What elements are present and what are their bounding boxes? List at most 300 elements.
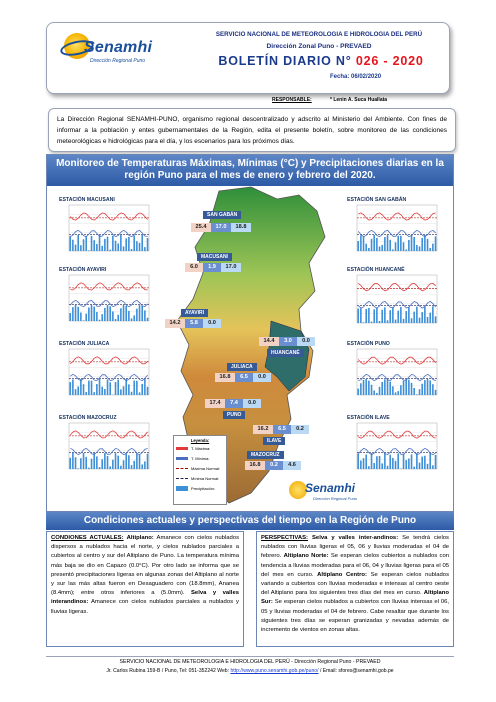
precip-bar	[85, 457, 87, 469]
precip-bar	[107, 456, 109, 469]
precip-bar	[371, 322, 373, 323]
precip-bar	[405, 379, 407, 395]
precip-bar	[115, 241, 117, 251]
station-title: ESTACIÓN MAZOCRUZ	[59, 415, 117, 421]
precip-bar	[405, 460, 407, 469]
precip-bar	[69, 313, 71, 321]
precip-bar	[376, 308, 378, 323]
precipitation: 0.0	[297, 337, 315, 346]
precip-bar	[424, 456, 426, 469]
precip-bar	[392, 249, 394, 251]
station-title: ESTACIÓN MACUSANI	[59, 197, 115, 203]
precip-bar	[147, 318, 149, 321]
precip-bar	[389, 382, 391, 395]
map-values-juliaca	[215, 373, 271, 382]
precip-bar	[421, 384, 423, 395]
precip-bar	[368, 466, 370, 469]
precip-bar	[112, 311, 114, 321]
station-puno	[347, 341, 445, 401]
precip-bar	[435, 390, 437, 395]
precip-bar	[96, 312, 98, 321]
precip-bar	[432, 465, 434, 469]
legend-swatch	[176, 447, 188, 450]
map-label-ilave: ILAVE	[263, 437, 285, 445]
precip-bar	[128, 237, 130, 251]
precip-bar	[368, 381, 370, 395]
precip-bar	[69, 458, 71, 469]
map-label-juliaca: JULIACA	[227, 363, 257, 371]
precip-bar	[93, 392, 95, 395]
min-temp: 6.5	[273, 425, 291, 434]
responsible-row	[272, 97, 388, 103]
precip-bar	[416, 307, 418, 323]
precip-bar	[109, 382, 111, 395]
legend-swatch	[176, 457, 188, 460]
precip-bar	[429, 248, 431, 251]
precip-bar	[387, 235, 389, 251]
min-temp: 7.4	[225, 399, 243, 408]
precip-bar	[387, 379, 389, 395]
precip-bar	[435, 316, 437, 323]
precip-bar	[109, 466, 111, 469]
precip-bar	[376, 238, 378, 251]
precip-bar	[381, 310, 383, 323]
precip-bar	[104, 453, 106, 469]
precip-bar	[139, 455, 141, 469]
precip-bar	[141, 235, 143, 251]
min-temp: 1.9	[203, 263, 221, 272]
logo-subtext: Dirección Regional Puno	[313, 496, 358, 501]
precip-bar	[363, 380, 365, 395]
map-values-huancane	[259, 337, 315, 346]
precip-bar	[395, 461, 397, 469]
senamhi-logo	[60, 31, 178, 81]
precip-bar	[75, 305, 77, 321]
map-label-puno: PUNO	[223, 411, 245, 419]
precip-bar	[96, 384, 98, 395]
center-text: Se esperan cielos nublados variando a cubiertos con lluvias moderadas e intensas al centro oeste del Altiplano para los siguientes tres días del mes en curso.	[261, 571, 450, 597]
precip-bar	[107, 305, 109, 321]
station-chart	[347, 203, 445, 257]
station-juliaca	[59, 341, 157, 401]
precip-bar	[381, 382, 383, 395]
precip-bar	[107, 237, 109, 251]
station-ilave	[347, 415, 445, 475]
current-label: CONDIONES ACTUALES:	[51, 535, 124, 541]
precip-bar	[421, 312, 423, 323]
station-title: ESTACIÓN SAN GABÁN	[347, 197, 407, 203]
precip-bar	[429, 453, 431, 469]
altiplano-label: Altiplano:	[126, 535, 154, 541]
precip-bar	[421, 457, 423, 469]
precip-bar	[139, 243, 141, 251]
precip-bar	[429, 313, 431, 323]
min-temp: 3.0	[279, 337, 297, 346]
precip-bar	[77, 468, 79, 469]
precip-bar	[419, 318, 421, 323]
precip-bar	[93, 453, 95, 469]
north-label: Altiplano Norte:	[283, 553, 329, 560]
precip-bar	[101, 459, 103, 469]
precip-bar	[360, 383, 362, 395]
precip-bar	[419, 463, 421, 469]
legend-item	[176, 463, 224, 473]
precip-bar	[99, 379, 101, 395]
precip-bar	[373, 390, 375, 395]
precip-bar	[133, 461, 135, 469]
precip-bar	[80, 458, 82, 469]
legend-swatch	[176, 468, 188, 469]
precip-bar	[131, 249, 133, 251]
precip-bar	[117, 315, 119, 321]
map-label-macusani: MACUSANI	[197, 253, 232, 261]
precip-bar	[139, 392, 141, 395]
station-chart	[59, 421, 157, 475]
precip-bar	[83, 320, 85, 321]
map-label-huancane: HUANCANÉ	[267, 349, 304, 357]
precip-bar	[141, 306, 143, 321]
precip-bar	[83, 239, 85, 251]
precip-bar	[360, 460, 362, 469]
legend-swatch	[176, 478, 188, 479]
precip-bar	[432, 306, 434, 323]
precip-bar	[115, 319, 117, 321]
precip-bar	[357, 454, 359, 469]
max-temp: 6.0	[185, 263, 203, 272]
precipitation: 4.6	[283, 461, 301, 470]
precip-bar	[144, 461, 146, 469]
precip-bar	[357, 241, 359, 251]
precip-bar	[144, 310, 146, 321]
footer-address: Jr. Carlos Rubina 159-B / Puno, Tel: 051-352242 Web:	[106, 668, 230, 674]
precip-bar	[91, 236, 93, 251]
station-macusani	[59, 197, 157, 257]
precip-bar	[403, 381, 405, 395]
precip-bar	[381, 245, 383, 251]
precip-bar	[147, 238, 149, 251]
precip-bar	[104, 239, 106, 251]
precip-bar	[400, 236, 402, 251]
precip-bar	[75, 389, 77, 395]
precip-bar	[360, 308, 362, 323]
precip-bar	[387, 320, 389, 323]
legend-label: Mínima Normal:	[191, 475, 220, 481]
precip-bar	[397, 236, 399, 251]
precip-bar	[363, 322, 365, 323]
legend-item	[176, 443, 224, 453]
precip-bar	[85, 392, 87, 395]
station-title: ESTACIÓN AYAVIRI	[59, 267, 107, 273]
precip-bar	[104, 308, 106, 321]
precip-bar	[80, 312, 82, 321]
precip-bar	[379, 456, 381, 469]
precip-bar	[427, 464, 429, 469]
precip-bar	[141, 464, 143, 469]
precip-bar	[99, 320, 101, 321]
precipitation: 0.0	[203, 319, 221, 328]
precip-bar	[91, 459, 93, 469]
precip-bar	[139, 305, 141, 321]
precip-bar	[379, 246, 381, 251]
map-values-san-gaban	[191, 223, 251, 232]
precip-bar	[112, 460, 114, 469]
footer-email: / Email: sfores@senamhi.gob.pe	[319, 668, 394, 674]
station-title: ESTACIÓN PUNO	[347, 341, 390, 347]
legend-label: T. Máxima:	[191, 445, 211, 451]
precip-bar	[136, 309, 138, 321]
selva-forecast-text: Se tendrá cielos nublados con lluvias ligeras el 05, 06 y lluvias moderadas el 04 de febrero.	[261, 535, 449, 560]
precip-bar	[416, 394, 418, 395]
precip-bar	[368, 248, 370, 251]
precip-bar	[432, 244, 434, 251]
precip-bar	[77, 235, 79, 251]
footer-contact	[40, 668, 460, 674]
precip-bar	[384, 379, 386, 395]
precip-bar	[77, 386, 79, 395]
precip-bar	[432, 384, 434, 395]
direction-name: Dirección Zonal Puno - PREVAED	[266, 43, 372, 50]
selva-label: Selva y valles interandinos:	[51, 590, 239, 606]
legend-label: T. Mínima:	[191, 455, 210, 461]
precip-bar	[408, 240, 410, 251]
precip-bar	[403, 454, 405, 469]
precip-bar	[128, 311, 130, 321]
max-temp: 16.8	[245, 461, 265, 470]
station-san-gaban	[347, 197, 445, 257]
precip-bar	[120, 235, 122, 251]
precip-bar	[397, 311, 399, 323]
legend-title: Leyenda:	[190, 438, 210, 443]
precip-bar	[88, 381, 90, 395]
precip-bar	[363, 458, 365, 469]
precip-bar	[77, 307, 79, 321]
precip-bar	[371, 453, 373, 469]
precip-bar	[373, 463, 375, 469]
precipitation: 0.0	[253, 373, 271, 382]
precip-bar	[376, 456, 378, 469]
legend-label: Precipitación:	[191, 485, 216, 491]
station-chart	[59, 203, 157, 257]
station-title: ESTACIÓN JULIACA	[59, 341, 110, 347]
precip-bar	[424, 380, 426, 395]
precip-bar	[88, 468, 90, 469]
precip-bar	[376, 393, 378, 395]
precip-bar	[384, 237, 386, 251]
station-title: ESTACIÓN ILAVE	[347, 415, 390, 421]
precip-bar	[389, 310, 391, 323]
precip-bar	[136, 381, 138, 395]
precip-bar	[411, 454, 413, 469]
bulletin-date: Fecha: 06/02/2020	[330, 74, 382, 80]
precip-bar	[147, 454, 149, 469]
precip-bar	[413, 237, 415, 251]
map-values-mazocruz	[245, 461, 301, 470]
footer-divider	[46, 656, 454, 657]
precip-bar	[117, 380, 119, 395]
precip-bar	[117, 243, 119, 251]
precip-bar	[133, 235, 135, 251]
precip-bar	[120, 308, 122, 321]
station-huancane	[347, 267, 445, 331]
precip-bar	[144, 247, 146, 251]
precip-bar	[136, 241, 138, 251]
map-label-mazocruz: MAZOCRUZ	[247, 451, 284, 459]
precip-bar	[419, 246, 421, 251]
precip-bar	[357, 309, 359, 323]
legend-label: Máxima Normal:	[191, 465, 221, 471]
precip-bar	[424, 306, 426, 323]
precip-bar	[123, 246, 125, 251]
station-chart	[347, 273, 445, 329]
precip-bar	[69, 236, 71, 251]
min-temp: 5.8	[185, 319, 203, 328]
precip-bar	[75, 245, 77, 251]
precip-bar	[389, 240, 391, 251]
map-values-macusani	[185, 263, 241, 272]
precip-bar	[368, 308, 370, 323]
precip-bar	[365, 455, 367, 469]
precip-bar	[131, 392, 133, 395]
precip-bar	[427, 379, 429, 395]
precip-bar	[403, 319, 405, 323]
monitoring-panel	[46, 154, 454, 512]
precip-bar	[91, 305, 93, 321]
precip-bar	[120, 389, 122, 395]
station-mazocruz	[59, 415, 157, 475]
precip-bar	[96, 456, 98, 469]
precip-bar	[365, 309, 367, 323]
precip-bar	[416, 245, 418, 251]
station-chart	[59, 347, 157, 401]
precip-bar	[403, 242, 405, 251]
precip-bar	[411, 235, 413, 251]
precip-bar	[72, 240, 74, 251]
footer-link[interactable]: http://www.puno.senamhi.gob.pe/puno/	[230, 668, 319, 674]
precip-bar	[131, 318, 133, 321]
precip-bar	[429, 380, 431, 395]
precip-bar	[101, 314, 103, 321]
perspectives-label: PERSPECTIVAS:	[261, 535, 309, 541]
precip-bar	[147, 387, 149, 395]
south-label: Altiplano Sur:	[261, 590, 449, 606]
precip-bar	[427, 239, 429, 251]
precip-bar	[395, 320, 397, 323]
current-text: Amanece con cielos nublados dispersos a nublados hacia el norte, y cielos nublados parciales a cubiertos al centro y sur del Altiplano de Puno. La temperatura mínima más baja se dio en Capazo (0.0°C). Por otro lado se informa que se presentó precipitaciones ligeras en algunas zonas del Altiplano al norte y sur las más altas fueron en Desaguadero con (18.8mm), Ananea (8.4mm); entre otros inferiores a (5.0mm).	[51, 535, 240, 597]
precip-bar	[112, 236, 114, 251]
precip-bar	[384, 453, 386, 469]
bulletin-number: 026 - 2020	[355, 54, 424, 68]
station-title: ESTACIÓN HUANCANÉ	[347, 267, 405, 273]
station-chart	[59, 273, 157, 327]
precip-bar	[421, 238, 423, 251]
station-chart	[347, 347, 445, 401]
precip-bar	[365, 379, 367, 395]
min-temp: 17.0	[211, 223, 231, 232]
conditions-title: Condiciones actuales y perspectivas del tiempo en la Región de Puno	[46, 512, 454, 530]
precip-bar	[75, 457, 77, 469]
map-values-ayaviri	[165, 319, 221, 328]
max-temp: 14.4	[259, 337, 279, 346]
legend-item	[176, 483, 224, 493]
precip-bar	[371, 239, 373, 251]
precip-bar	[125, 453, 127, 469]
precip-bar	[72, 307, 74, 321]
precip-bar	[72, 453, 74, 469]
precip-bar	[69, 382, 71, 395]
precip-bar	[83, 453, 85, 469]
current-conditions	[46, 531, 244, 647]
precip-bar	[104, 389, 106, 395]
precip-bar	[416, 453, 418, 469]
min-temp: 0.2	[265, 461, 283, 470]
precip-bar	[379, 387, 381, 395]
precip-bar	[141, 384, 143, 395]
legend-item	[176, 453, 224, 463]
logo-text: Senamhi	[305, 481, 356, 495]
precip-bar	[99, 467, 101, 469]
max-temp: 16.2	[253, 425, 273, 434]
precip-bar	[133, 315, 135, 321]
responsible-name: * Lenin A. Suca Huallata	[330, 97, 388, 103]
precip-bar	[123, 305, 125, 321]
precip-bar	[365, 244, 367, 251]
selva-forecast-label: Selva y valles inter-andinos:	[311, 535, 399, 541]
panel-title: Monitoreo de Temperaturas Máximas, Mínimas (°C) y Precipitaciones diarias en la región Puno para el mes de enero y febrero del 2020.	[47, 155, 453, 186]
max-temp: 25.4	[191, 223, 211, 232]
precip-bar	[419, 389, 421, 395]
max-temp: 17.4	[205, 399, 225, 408]
precip-bar	[411, 383, 413, 395]
bulletin-title-text: BOLETÍN DIARIO N°	[218, 54, 352, 68]
precip-bar	[384, 307, 386, 323]
precip-bar	[125, 238, 127, 251]
map-values-puno	[205, 399, 261, 408]
precip-bar	[373, 235, 375, 251]
precip-bar	[91, 381, 93, 395]
precip-bar	[435, 455, 437, 469]
responsible-label: RESPONSABLE:	[272, 97, 312, 103]
map-label-ayaviri: AYAVIRI	[181, 309, 208, 317]
precip-bar	[72, 380, 74, 395]
precip-bar	[133, 380, 135, 395]
precip-bar	[101, 387, 103, 395]
precip-bar	[405, 249, 407, 251]
precip-bar	[392, 386, 394, 395]
precip-bar	[381, 463, 383, 469]
precip-bar	[397, 453, 399, 469]
map-legend	[173, 435, 227, 505]
north-text: Se esperan cielos cubiertos a nublados con tendencia a lluvias moderadas para el 06, 04 y lluvias ligeras para el 05 del mes en curso.	[261, 553, 450, 578]
station-ayaviri	[59, 267, 157, 327]
precip-bar	[101, 246, 103, 251]
precip-bar	[85, 314, 87, 321]
map-label-san-gaban: SAN GABÁN	[203, 211, 241, 219]
precip-bar	[109, 306, 111, 321]
precip-bar	[408, 307, 410, 323]
precip-bar	[80, 379, 82, 395]
precip-bar	[413, 388, 415, 395]
precip-bar	[405, 311, 407, 323]
precip-bar	[392, 307, 394, 323]
min-temp: 6.5	[235, 373, 253, 382]
map-values-ilave	[253, 425, 309, 434]
precip-bar	[115, 382, 117, 395]
precip-bar	[373, 309, 375, 323]
center-label: Altiplano Centro:	[317, 571, 367, 578]
precip-bar	[117, 456, 119, 469]
precip-bar	[392, 458, 394, 469]
precip-bar	[93, 307, 95, 321]
